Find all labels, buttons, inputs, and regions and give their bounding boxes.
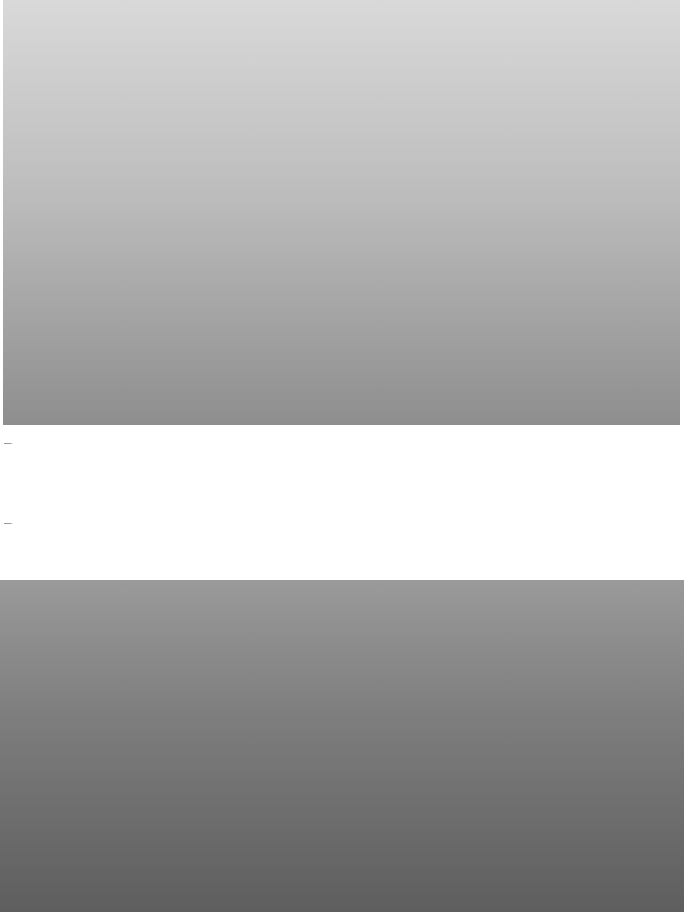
caption-smith-left: —	[4, 438, 12, 447]
caption-rudd-left: —	[4, 518, 12, 527]
class-photo-rudd-figures	[0, 580, 684, 912]
class-photo-smith-figures	[3, 0, 680, 425]
class-photo-rudd	[0, 580, 684, 912]
class-photo-smith	[3, 0, 680, 425]
